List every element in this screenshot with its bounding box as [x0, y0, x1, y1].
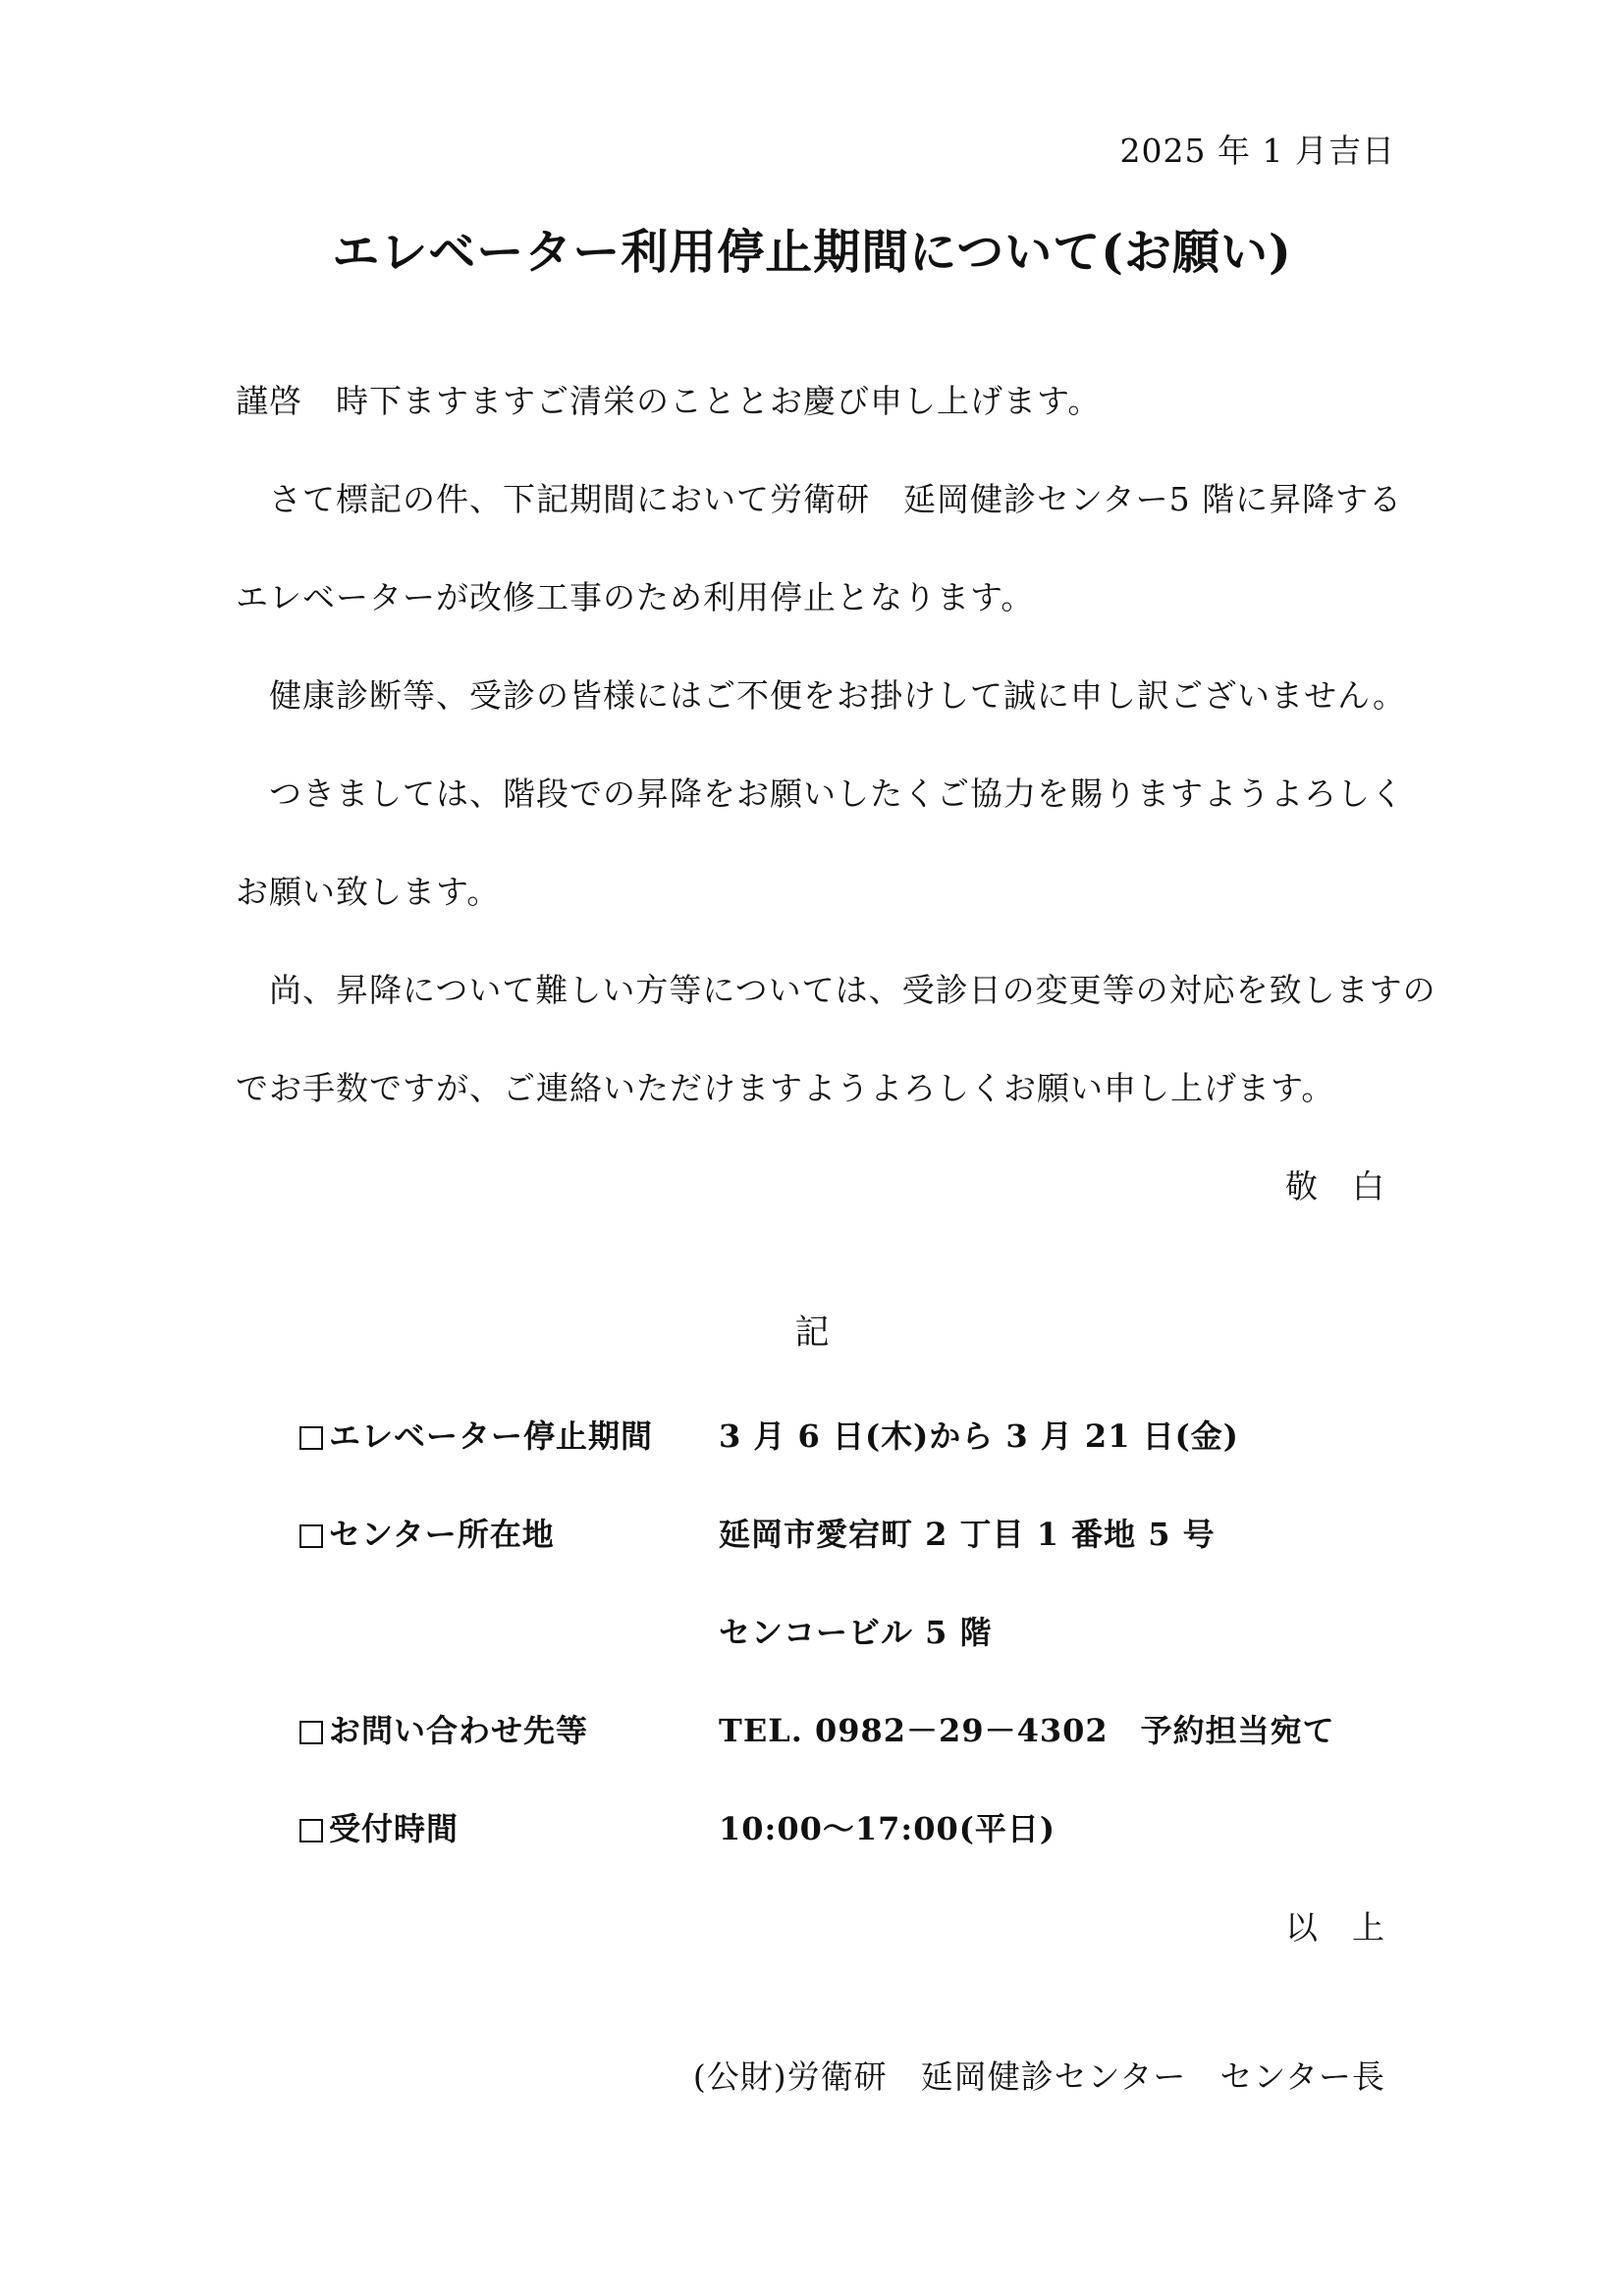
- signature: (公財)労衛研 延岡健診センター センター長: [692, 2057, 1385, 2096]
- detail-label-text: 受付時間: [329, 1810, 460, 1847]
- detail-value-contact: TEL. 0982－29－4302 予約担当宛て: [719, 1712, 1335, 1749]
- ki-heading: 記: [794, 1313, 830, 1353]
- checkbox-icon: [299, 1524, 323, 1548]
- detail-label-reception-hours: [299, 1804, 459, 1849]
- body-paragraph-line: 尚、昇降について難しい方等については、受診日の変更等の対応を致しますの: [236, 971, 1436, 1009]
- document-title: エレベーター利用停止期間について(お願い): [332, 225, 1292, 280]
- checkbox-icon: [299, 1426, 323, 1450]
- body-paragraph-line: お願い致します。: [236, 873, 501, 911]
- checkbox-icon: [299, 1819, 323, 1842]
- body-paragraph-line: さて標記の件、下記期間において労衛研 延岡健診センター5 階に昇降する: [236, 480, 1403, 518]
- detail-label-center-address: [299, 1510, 555, 1555]
- closing-ijou: 以 上: [1285, 1908, 1385, 1947]
- detail-label-text: エレベーター停止期間: [329, 1417, 654, 1455]
- detail-label-contact: [299, 1706, 588, 1751]
- body-paragraph-line: エレベーターが改修工事のため利用停止となります。: [236, 578, 1035, 616]
- closing-keihaku: 敬 白: [1285, 1167, 1385, 1205]
- detail-label-text: お問い合わせ先等: [329, 1712, 589, 1749]
- body-paragraph-line: 健康診断等、受診の皆様にはご不便をお掛けして誠に申し訳ございません。: [236, 676, 1406, 715]
- detail-label-elevator-period: [299, 1412, 653, 1457]
- detail-value-building: センコービル 5 階: [719, 1614, 993, 1651]
- body-paragraph-line: つきましては、階段での昇降をお願いしたくご協力を賜りますようよろしく: [236, 774, 1404, 813]
- detail-value-center-address: 延岡市愛宕町 2 丁目 1 番地 5 号: [719, 1516, 1216, 1553]
- body-paragraph-line: 謹啓 時下ますますご清栄のこととお慶び申し上げます。: [236, 382, 1102, 420]
- detail-value-elevator-period: 3 月 6 日(木)から 3 月 21 日(金): [719, 1417, 1239, 1455]
- checkbox-icon: [299, 1721, 323, 1744]
- body-paragraph-line: でお手数ですが、ご連絡いただけますようよろしくお願い申し上げます。: [236, 1069, 1335, 1107]
- detail-value-reception-hours: 10:00～17:00(平日): [719, 1810, 1056, 1847]
- detail-label-text: センター所在地: [329, 1516, 555, 1553]
- document-date: 2025 年 1 月吉日: [1119, 132, 1395, 170]
